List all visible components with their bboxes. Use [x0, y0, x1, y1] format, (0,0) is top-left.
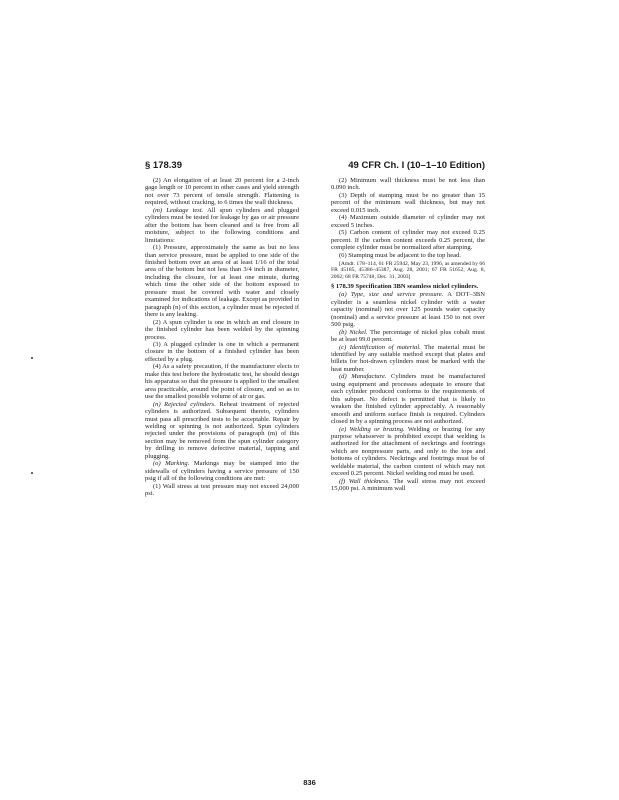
paragraph	[331, 291, 485, 328]
paragraph-text: All spun cylinders and plugged cylinders must be tested for leakage by gas or air pressure after the bottom has been cleaned and is free from all moisture, subject to the following conditions and limitations:	[145, 206, 299, 244]
paragraph	[331, 192, 485, 214]
section-number: § 178.39	[145, 160, 182, 171]
paragraph-heading: (o) Marking.	[153, 460, 190, 468]
paragraph-heading: (d) Manufacture.	[339, 373, 387, 381]
paragraph-text: Markings may be stamped into the sidewalls of cylinders having a service pressure of 150 psig if all of the following conditions are met:	[145, 460, 299, 483]
paragraph	[145, 244, 299, 319]
paragraph	[331, 214, 485, 229]
paragraph	[145, 363, 299, 400]
cfr-citation: 49 CFR Ch. I (10–1–10 Edition)	[348, 160, 485, 171]
scan-mark	[31, 357, 33, 359]
paragraph-text: The percentage of nickel plus cobalt must be at least 99.0 percent.	[331, 328, 485, 344]
paragraph	[145, 207, 299, 244]
paragraph-heading: (e) Welding or brazing.	[339, 425, 405, 433]
paragraph	[145, 483, 299, 498]
left-column	[145, 177, 299, 497]
paragraph-text: (2) A spun cylinder is one in which an end closure in the finished cylinder has been welded by the spinning process.	[145, 318, 299, 341]
paragraph-heading: (f) Wall thickness.	[339, 477, 390, 485]
paragraph-text: (5) Carbon content of cylinder may not exceed 0.25 percent. If the carbon content exceeds 0.25 percent, the complete cylinder must be normalized after stamping.	[331, 229, 485, 252]
paragraph	[331, 329, 485, 344]
paragraph	[145, 401, 299, 461]
paragraph	[331, 426, 485, 478]
section-heading: § 178.39 Specification 3BN seamless nickel cylinders.	[331, 283, 479, 291]
paragraph-text: (2) Minimum wall thickness must be not less than 0.090 inch.	[331, 177, 485, 192]
paragraph	[331, 229, 485, 251]
paragraph-text: The material must be identified by any suitable method except that plates and billets for hot-drawn cylinders must be marked with the heat number.	[331, 343, 485, 373]
paragraph-text: (1) Wall stress at test pressure may not exceed 24,000 psi.	[145, 482, 299, 498]
paragraph-text: (1) Pressure, approximately the same as but no less than service pressure, must be applied to one side of the finished bottom over an area of at least 1/16 of the total area of the bottom but not less than 3/4 inch in diameter, including the closure, for at least one minute, during which time the other side of the bottom exposed to pressure must be covered with water and closely examined for indications of leakage. Except as provided in paragraph (n) of this section, a cylinder must be rejected if there is any leaking.	[145, 244, 299, 319]
paragraph	[145, 341, 299, 363]
paragraph-heading: (c) Identification of material.	[339, 343, 421, 351]
paragraph-text: The wall stress may not exceed 15,000 psi. A minimum wall	[331, 477, 485, 493]
paragraph	[331, 478, 485, 493]
paragraph-text: (4) Maximum outside diameter of cylinder may not exceed 5 inches.	[331, 214, 485, 229]
paragraph	[331, 344, 485, 374]
paragraph-text: Reheat treatment of rejected cylinders is authorized. Subsequent thereto, cylinders must pass all prescribed tests to be acceptable. Repair by welding or spinning is not authorized. Spun cylinders rejected under the provisions of paragraph (m) of this section may be removed from the spun cylinder category by drilling to remove defective material, tapping and plugging.	[145, 400, 299, 460]
page-number: 836	[303, 778, 316, 787]
paragraph	[145, 460, 299, 482]
paragraph-text: (6) Stamping must be adjacent to the top head.	[339, 251, 461, 259]
paragraph-heading: (a) Type, size and service pressure.	[339, 291, 444, 299]
paragraph-text: (3) Depth of stamping must be no greater than 15 percent of the minimum wall thickness, but may not exceed 0.015 inch.	[331, 191, 485, 214]
paragraph-heading: (n) Rejected cylinders.	[153, 400, 216, 408]
paragraph-text: Cylinders must be manufactured using equipment and processes adequate to ensure that each cylinder produced conforms to the requirements of this subpart. No defect is permitted that is likely to weaken the finished cylinder appreciably. A reasonably smooth and uniform surface finish is required. Cylinders closed in by a spinning process are not authorized.	[331, 373, 485, 426]
paragraph	[145, 177, 299, 207]
paragraph	[331, 177, 485, 192]
paragraph-text: A DOT–3BN cylinder is a seamless nickel cylinder with a water capacity (nominal) not over 125 pounds water capacity (nominal) and a service pressure at least 150 to not over 500 psig.	[331, 291, 485, 329]
paragraph	[331, 373, 485, 425]
paragraph-text: (3) A plugged cylinder is one in which a permanent closure in the bottom of a finished cylinder has been effected by a plug.	[145, 340, 299, 363]
page-header	[145, 160, 485, 174]
paragraph	[145, 319, 299, 341]
paragraph-text: Welding or brazing for any purpose whatsoever is prohibited except that welding is authorized for the attachment of neckrings and footrings which are nonpressure parts, and only to the tops and bottoms of cylinders. Neckrings and footrings must be of weldable material, the carbon content of which may not exceed 0.25 percent. Nickel welding rod must be used.	[331, 425, 485, 478]
paragraph-text: (2) An elongation of at least 20 percent for a 2-inch gage length or 10 percent in other cases and yield strength not over 73 percent of tensile strength. Flattening is required, without cracking, to 6 times the wall thickness.	[145, 177, 299, 207]
paragraph-heading: (b) Nickel.	[339, 328, 368, 336]
paragraph-heading: (m) Leakage test.	[153, 206, 204, 214]
paragraph	[331, 252, 485, 259]
right-column	[331, 177, 485, 493]
scan-mark	[31, 472, 33, 474]
paragraph-text: (4) As a safety precaution, if the manufacturer elects to make this test before the hydrostatic test, he should design his apparatus so that the pressure is applied to the smallest area practicable, around the point of closure, and so as to use the smallest possible volume of air or gas.	[145, 363, 299, 401]
amendment-note: [Amdt. 178–114, 61 FR 25942, May 23, 1996, as amended by 66 FR 45185, 45386–45387, Aug. 28, 2001; 67 FR 51652, Aug. 8, 2002; 68 FR 75748, Dec. 31, 2003]	[331, 260, 485, 280]
